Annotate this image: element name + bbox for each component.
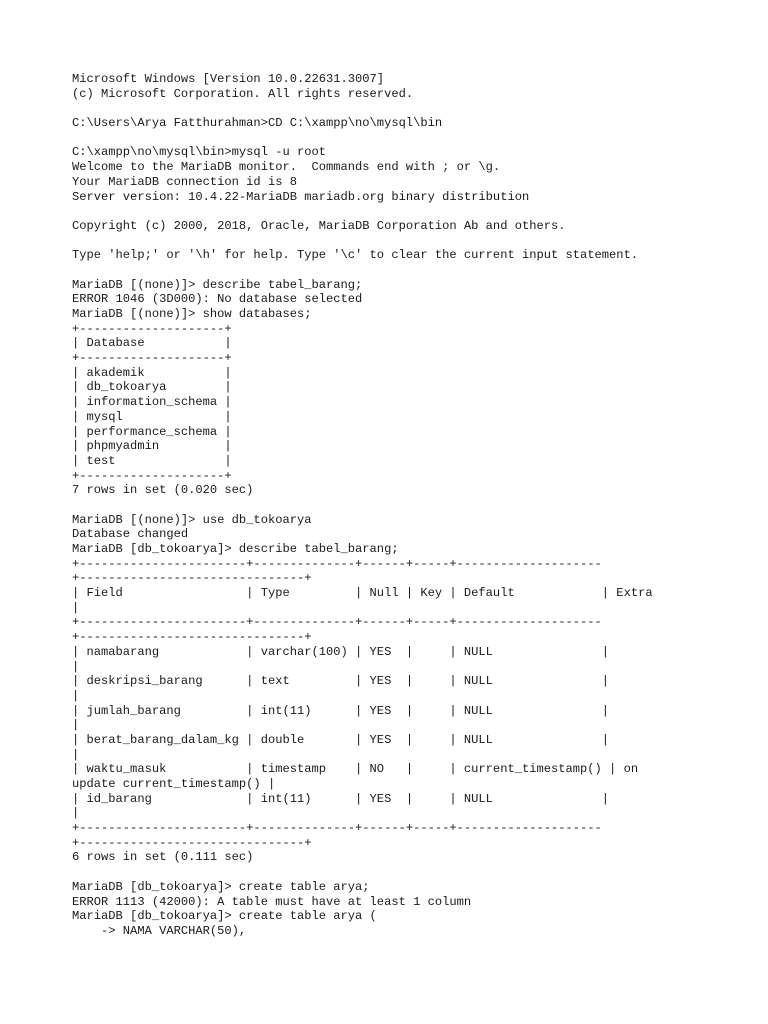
console-line: | akademik | <box>72 365 232 380</box>
console-line: | performance_schema | <box>72 424 232 439</box>
console-line: C:\Users\Arya Fatthurahman>CD C:\xampp\no\mysql\bin <box>72 116 443 131</box>
console-line: 6 rows in set (0.111 sec) <box>72 850 254 865</box>
console-line: | <box>72 659 80 674</box>
console-line: +--------------------+ <box>72 351 232 366</box>
console-line: +--------------------+ <box>72 321 232 336</box>
console-line: ERROR 1046 (3D000): No database selected <box>72 292 363 307</box>
console-line: | <box>72 747 80 762</box>
console-line: +-------------------------------+ <box>72 571 312 586</box>
console-line: | db_tokoarya | <box>72 380 232 395</box>
console-line <box>72 263 762 278</box>
console-line: Type 'help;' or '\h' for help. Type '\c' to clear the current input statement. <box>72 248 639 263</box>
console-line: | jumlah_barang | int(11) | YES | | NULL | <box>72 703 610 718</box>
console-line: | Database | <box>72 336 232 351</box>
console-line: MariaDB [db_tokoarya]> create table arya ( <box>72 909 377 924</box>
console-line: +-------------------------------+ <box>72 835 312 850</box>
console-line: (c) Microsoft Corporation. All rights reserved. <box>72 86 414 101</box>
console-line: | mysql | <box>72 409 232 424</box>
console-line <box>72 204 762 219</box>
console-line <box>72 101 762 116</box>
console-line: Database changed <box>72 527 189 542</box>
console-line: +-------------------------------+ <box>72 630 312 645</box>
console-line: +-----------------------+--------------+------+-----+-------------------- <box>72 556 602 571</box>
console-line: | test | <box>72 453 232 468</box>
console-line: | <box>72 688 80 703</box>
console-line: | <box>72 806 80 821</box>
console-line: 7 rows in set (0.020 sec) <box>72 483 254 498</box>
console-line: Microsoft Windows [Version 10.0.22631.3007] <box>72 72 385 86</box>
console-line: | Field | Type | Null | Key | Default | Extra <box>72 586 653 601</box>
console-line: | <box>72 718 80 733</box>
console-line: | berat_barang_dalam_kg | double | YES | | NULL | <box>72 732 610 747</box>
terminal-transcript <box>72 72 762 939</box>
console-line: Copyright (c) 2000, 2018, Oracle, MariaDB Corporation Ab and others. <box>72 218 566 233</box>
console-line: update current_timestamp() | <box>72 777 276 791</box>
console-line: | deskripsi_barang | text | YES | | NULL | <box>72 674 610 689</box>
console-line: | namabarang | varchar(100) | YES | | NULL | <box>72 644 610 659</box>
console-line: -> NAMA VARCHAR(50), <box>72 923 247 938</box>
console-line: | id_barang | int(11) | YES | | NULL | <box>72 791 610 806</box>
console-line: | waktu_masuk | timestamp | NO | | current_timestamp() | on <box>72 762 639 777</box>
console-line: +-----------------------+--------------+------+-----+-------------------- <box>72 821 602 836</box>
console-line: Your MariaDB connection id is 8 <box>72 174 297 189</box>
console-line <box>72 498 762 513</box>
console-line: ERROR 1113 (42000): A table must have at least 1 column <box>72 894 472 909</box>
console-line: MariaDB [(none)]> describe tabel_barang; <box>72 277 363 292</box>
console-line: +--------------------+ <box>72 468 232 483</box>
console-line: Server version: 10.4.22-MariaDB mariadb.org binary distribution <box>72 189 530 204</box>
console-line: | phpmyadmin | <box>72 439 232 454</box>
console-line: MariaDB [(none)]> use db_tokoarya <box>72 512 312 527</box>
console-line: MariaDB [db_tokoarya]> create table arya; <box>72 879 370 894</box>
console-line: Welcome to the MariaDB monitor. Commands end with ; or \g. <box>72 160 501 175</box>
console-line <box>72 865 762 880</box>
console-line <box>72 234 762 249</box>
console-line: | <box>72 600 80 615</box>
console-line <box>72 131 762 146</box>
console-line: +-----------------------+--------------+------+-----+-------------------- <box>72 615 602 630</box>
console-line: | information_schema | <box>72 395 232 410</box>
console-line: MariaDB [(none)]> show databases; <box>72 307 312 321</box>
console-line: C:\xampp\no\mysql\bin>mysql -u root <box>72 145 327 160</box>
console-line: MariaDB [db_tokoarya]> describe tabel_barang; <box>72 542 399 556</box>
